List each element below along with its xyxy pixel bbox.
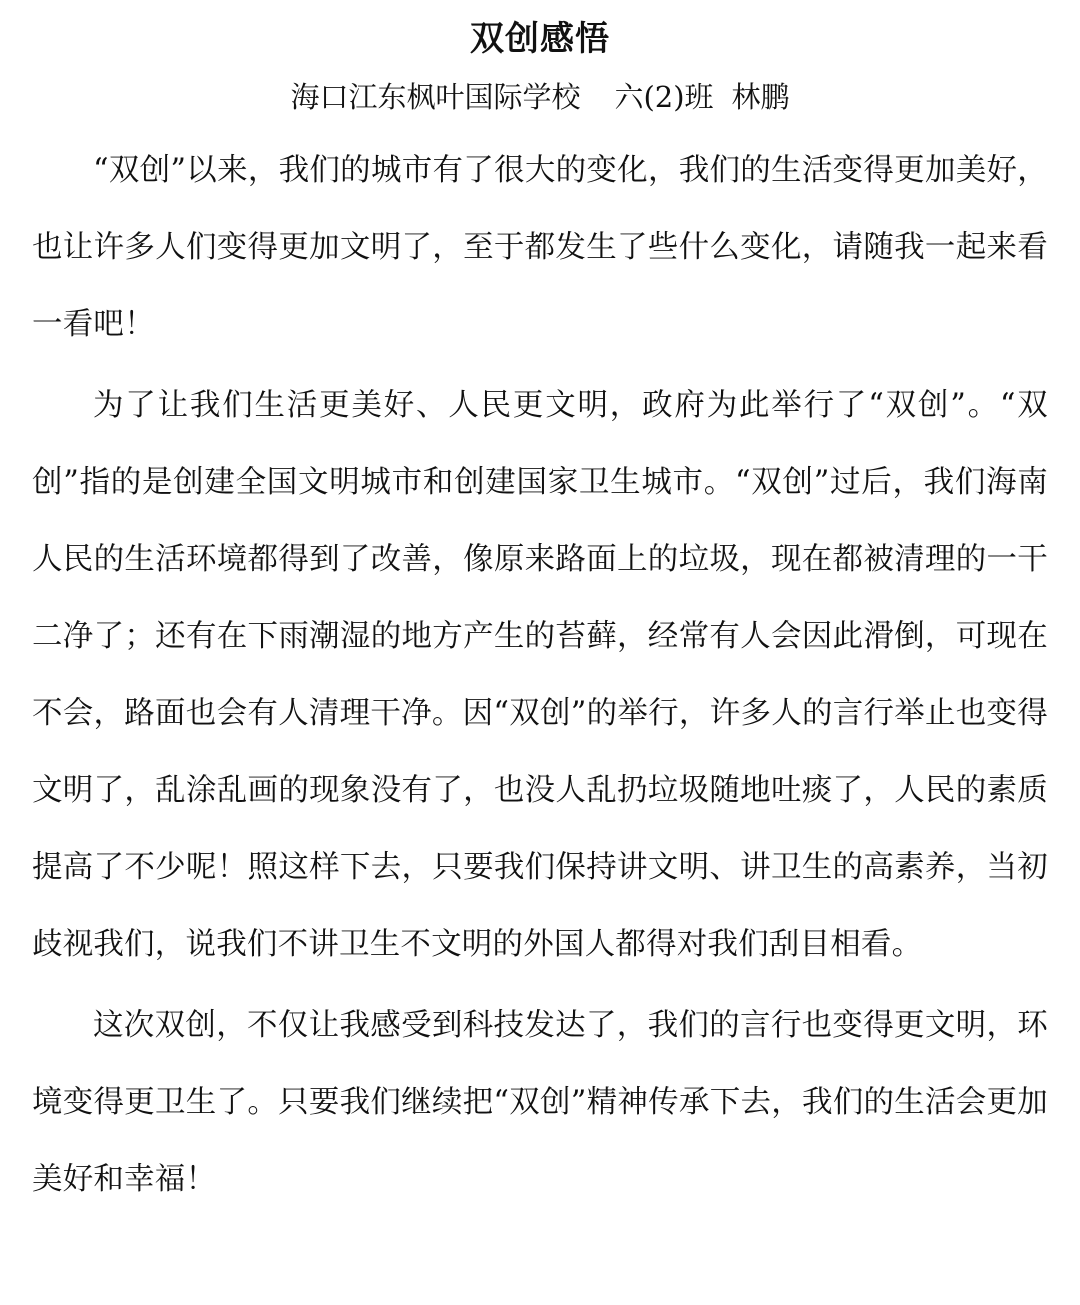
paragraph-body: 为了让我们生活更美好、人民更文明，政府为此举行了“双创”。“双创”指的是创建全国文明城市和创建国家卫生城市。“双创”过后，我们海南人民的生活环境都得到了改善，像原来路面上的垃圾，现在都被清理的一干二净了；还有在下雨潮湿的地方产生的苔藓，经常有人会因此滑倒，可现在不会，路面也会有人清理干净。因“双创”的举行，许多人的言行举止也变得文明了，乱涂乱画的现象没有了，也没人乱扔垃圾随地吐痰了，人民的素质提高了不少呢！照这样下去，只要我们保持讲文明、讲卫生的高素养，当初歧视我们，说我们不讲卫生不文明的外国人都得对我们刮目相看。	[32, 388, 1048, 962]
paragraph-conclusion: 这次双创，不仅让我感受到科技发达了，我们的言行也变得更文明，环境变得更卫生了。只要我们继续把“双创”精神传承下去，我们的生活会更加美好和幸福！	[32, 1008, 1048, 1197]
document-title: 双创感悟	[470, 19, 610, 59]
byline	[32, 68, 1048, 126]
byline-author: 林鹏	[731, 80, 790, 114]
byline-class: 六(2)班	[614, 80, 714, 114]
paragraph-intro: “双创”以来，我们的城市有了很大的变化，我们的生活变得更加美好，也让许多人们变得更加文明了，至于都发生了些什么变化，请随我一起来看一看吧！	[32, 153, 1048, 342]
byline-school: 海口江东枫叶国际学校	[290, 80, 581, 114]
